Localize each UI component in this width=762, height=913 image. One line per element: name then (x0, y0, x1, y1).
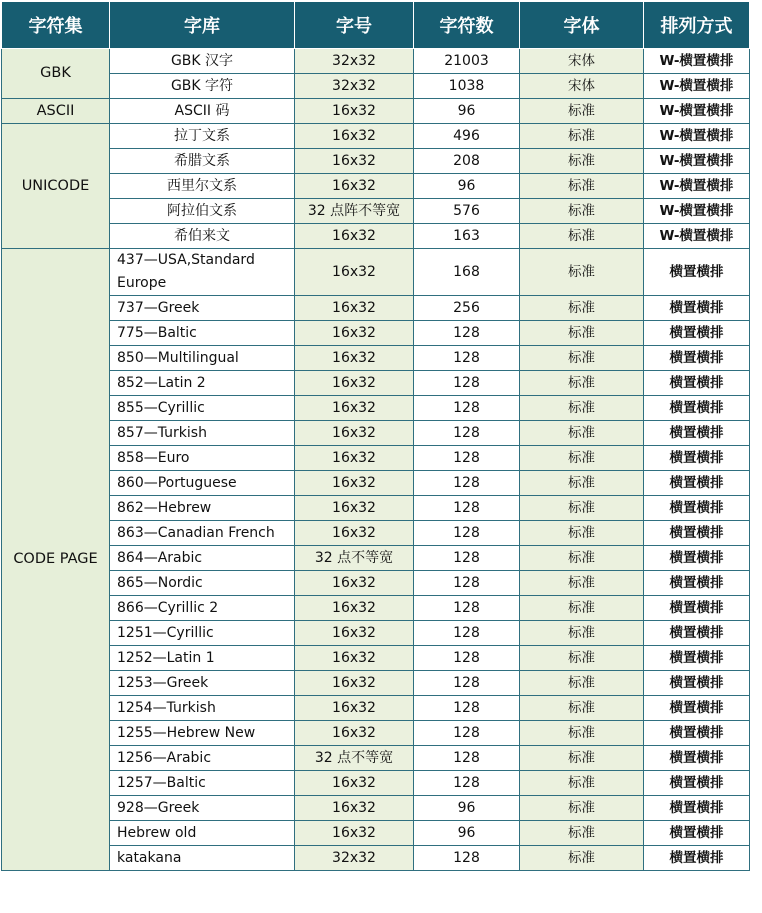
count-cell: 96 (414, 821, 520, 846)
size-cell: 32 点不等宽 (295, 746, 414, 771)
font-cell: 标准 (520, 696, 644, 721)
charset-cell: ASCII (2, 99, 110, 124)
table-row (2, 796, 750, 821)
size-cell: 16x32 (295, 371, 414, 396)
count-cell: 128 (414, 746, 520, 771)
font-cell: 宋体 (520, 74, 644, 99)
library-cell: 1256—Arabic (110, 746, 295, 771)
size-cell: 16x32 (295, 149, 414, 174)
table-row (2, 546, 750, 571)
library-cell: 863—Canadian French (110, 521, 295, 546)
count-cell: 128 (414, 696, 520, 721)
library-cell: 1255—Hebrew New (110, 721, 295, 746)
size-cell: 16x32 (295, 671, 414, 696)
library-cell: 拉丁文系 (110, 124, 295, 149)
font-cell: 标准 (520, 596, 644, 621)
font-cell: 标准 (520, 671, 644, 696)
count-cell: 128 (414, 371, 520, 396)
arrangement-cell: 横置横排 (644, 321, 750, 346)
font-cell: 标准 (520, 721, 644, 746)
size-cell: 16x32 (295, 496, 414, 521)
arrangement-cell: 横置横排 (644, 396, 750, 421)
library-cell: 850—Multilingual (110, 346, 295, 371)
arrangement-cell: 横置横排 (644, 249, 750, 296)
library-cell: 437—USA,Standard Europe (110, 249, 295, 296)
table-row (2, 471, 750, 496)
font-cell: 标准 (520, 471, 644, 496)
count-cell: 168 (414, 249, 520, 296)
arrangement-cell: 横置横排 (644, 296, 750, 321)
count-cell: 496 (414, 124, 520, 149)
table-row (2, 346, 750, 371)
font-cell: 标准 (520, 296, 644, 321)
library-cell: ASCII 码 (110, 99, 295, 124)
arrangement-cell: W-横置横排 (644, 99, 750, 124)
font-cell: 标准 (520, 149, 644, 174)
table-row (2, 746, 750, 771)
library-cell: 1257—Baltic (110, 771, 295, 796)
table-row (2, 396, 750, 421)
table-row (2, 671, 750, 696)
library-cell: 1252—Latin 1 (110, 646, 295, 671)
size-cell: 16x32 (295, 821, 414, 846)
count-cell: 128 (414, 771, 520, 796)
library-cell: 阿拉伯文系 (110, 199, 295, 224)
table-row (2, 721, 750, 746)
size-cell: 16x32 (295, 421, 414, 446)
size-cell: 16x32 (295, 174, 414, 199)
font-cell: 标准 (520, 646, 644, 671)
arrangement-cell: 横置横排 (644, 521, 750, 546)
font-cell: 标准 (520, 99, 644, 124)
arrangement-cell: W-横置横排 (644, 124, 750, 149)
size-cell: 16x32 (295, 321, 414, 346)
arrangement-cell: W-横置横排 (644, 174, 750, 199)
arrangement-cell: 横置横排 (644, 346, 750, 371)
size-cell: 16x32 (295, 396, 414, 421)
arrangement-cell: 横置横排 (644, 421, 750, 446)
count-cell: 128 (414, 471, 520, 496)
arrangement-cell: 横置横排 (644, 621, 750, 646)
font-cell: 标准 (520, 846, 644, 871)
font-library-table (1, 1, 750, 871)
count-cell: 128 (414, 721, 520, 746)
count-cell: 208 (414, 149, 520, 174)
table-row (2, 846, 750, 871)
font-cell: 标准 (520, 124, 644, 149)
font-cell: 标准 (520, 496, 644, 521)
table-row (2, 224, 750, 249)
arrangement-cell: 横置横排 (644, 746, 750, 771)
library-cell: 857—Turkish (110, 421, 295, 446)
table-row (2, 74, 750, 99)
arrangement-cell: 横置横排 (644, 821, 750, 846)
size-cell: 16x32 (295, 124, 414, 149)
arrangement-cell: 横置横排 (644, 771, 750, 796)
font-cell: 标准 (520, 321, 644, 346)
size-cell: 16x32 (295, 621, 414, 646)
count-cell: 256 (414, 296, 520, 321)
library-cell: 西里尔文系 (110, 174, 295, 199)
header-font: 字体 (520, 2, 644, 49)
font-cell: 标准 (520, 199, 644, 224)
count-cell: 128 (414, 396, 520, 421)
library-cell: 855—Cyrillic (110, 396, 295, 421)
size-cell: 16x32 (295, 224, 414, 249)
count-cell: 128 (414, 596, 520, 621)
size-cell: 16x32 (295, 346, 414, 371)
table-row (2, 99, 750, 124)
size-cell: 16x32 (295, 99, 414, 124)
library-cell: 1253—Greek (110, 671, 295, 696)
font-cell: 标准 (520, 746, 644, 771)
library-cell: 858—Euro (110, 446, 295, 471)
count-cell: 128 (414, 671, 520, 696)
table-row (2, 371, 750, 396)
table-row (2, 249, 750, 296)
size-cell: 16x32 (295, 646, 414, 671)
header-library: 字库 (110, 2, 295, 49)
table-row (2, 321, 750, 346)
font-cell: 标准 (520, 371, 644, 396)
arrangement-cell: 横置横排 (644, 796, 750, 821)
library-cell: 852—Latin 2 (110, 371, 295, 396)
table-row (2, 646, 750, 671)
count-cell: 128 (414, 846, 520, 871)
arrangement-cell: 横置横排 (644, 671, 750, 696)
font-cell: 标准 (520, 446, 644, 471)
count-cell: 128 (414, 546, 520, 571)
table-row (2, 696, 750, 721)
font-cell: 标准 (520, 571, 644, 596)
arrangement-cell: 横置横排 (644, 696, 750, 721)
charset-cell: CODE PAGE (2, 249, 110, 871)
size-cell: 16x32 (295, 249, 414, 296)
arrangement-cell: 横置横排 (644, 546, 750, 571)
size-cell: 32x32 (295, 74, 414, 99)
size-cell: 16x32 (295, 521, 414, 546)
size-cell: 16x32 (295, 446, 414, 471)
arrangement-cell: 横置横排 (644, 596, 750, 621)
library-cell: 928—Greek (110, 796, 295, 821)
arrangement-cell: W-横置横排 (644, 224, 750, 249)
count-cell: 128 (414, 496, 520, 521)
count-cell: 96 (414, 99, 520, 124)
table-row (2, 149, 750, 174)
library-cell: Hebrew old (110, 821, 295, 846)
arrangement-cell: 横置横排 (644, 846, 750, 871)
arrangement-cell: W-横置横排 (644, 149, 750, 174)
size-cell: 16x32 (295, 571, 414, 596)
charset-cell: UNICODE (2, 124, 110, 249)
library-cell: 862—Hebrew (110, 496, 295, 521)
table-row (2, 421, 750, 446)
count-cell: 128 (414, 621, 520, 646)
count-cell: 128 (414, 646, 520, 671)
count-cell: 1038 (414, 74, 520, 99)
charset-cell: GBK (2, 49, 110, 99)
header-size: 字号 (295, 2, 414, 49)
table-row (2, 596, 750, 621)
library-cell: 希腊文系 (110, 149, 295, 174)
size-cell: 32 点不等宽 (295, 546, 414, 571)
count-cell: 128 (414, 346, 520, 371)
size-cell: 16x32 (295, 796, 414, 821)
header-charset: 字符集 (2, 2, 110, 49)
table-row (2, 49, 750, 74)
table-row (2, 124, 750, 149)
font-cell: 标准 (520, 621, 644, 646)
table-row (2, 496, 750, 521)
count-cell: 128 (414, 446, 520, 471)
library-cell: GBK 字符 (110, 74, 295, 99)
size-cell: 16x32 (295, 696, 414, 721)
library-cell: 1251—Cyrillic (110, 621, 295, 646)
header-row (2, 2, 750, 49)
table-row (2, 174, 750, 199)
table-row (2, 621, 750, 646)
font-cell: 标准 (520, 249, 644, 296)
size-cell: 32x32 (295, 846, 414, 871)
header-count: 字符数 (414, 2, 520, 49)
library-cell: 希伯来文 (110, 224, 295, 249)
arrangement-cell: 横置横排 (644, 446, 750, 471)
header-arrangement: 排列方式 (644, 2, 750, 49)
font-cell: 标准 (520, 546, 644, 571)
count-cell: 128 (414, 321, 520, 346)
library-cell: 737—Greek (110, 296, 295, 321)
arrangement-cell: W-横置横排 (644, 74, 750, 99)
count-cell: 128 (414, 521, 520, 546)
library-cell: 1254—Turkish (110, 696, 295, 721)
font-cell: 标准 (520, 796, 644, 821)
arrangement-cell: W-横置横排 (644, 49, 750, 74)
font-cell: 标准 (520, 224, 644, 249)
size-cell: 32 点阵不等宽 (295, 199, 414, 224)
count-cell: 128 (414, 421, 520, 446)
table-row (2, 199, 750, 224)
size-cell: 16x32 (295, 721, 414, 746)
arrangement-cell: W-横置横排 (644, 199, 750, 224)
library-cell: katakana (110, 846, 295, 871)
count-cell: 163 (414, 224, 520, 249)
count-cell: 96 (414, 796, 520, 821)
font-cell: 标准 (520, 821, 644, 846)
table-row (2, 821, 750, 846)
arrangement-cell: 横置横排 (644, 721, 750, 746)
table-row (2, 771, 750, 796)
size-cell: 32x32 (295, 49, 414, 74)
library-cell: 864—Arabic (110, 546, 295, 571)
table-body (2, 49, 750, 871)
count-cell: 21003 (414, 49, 520, 74)
table-row (2, 521, 750, 546)
arrangement-cell: 横置横排 (644, 571, 750, 596)
font-cell: 宋体 (520, 49, 644, 74)
count-cell: 96 (414, 174, 520, 199)
library-cell: 865—Nordic (110, 571, 295, 596)
font-cell: 标准 (520, 421, 644, 446)
size-cell: 16x32 (295, 471, 414, 496)
arrangement-cell: 横置横排 (644, 496, 750, 521)
table-row (2, 571, 750, 596)
library-cell: 866—Cyrillic 2 (110, 596, 295, 621)
table-row (2, 296, 750, 321)
library-cell: 860—Portuguese (110, 471, 295, 496)
font-cell: 标准 (520, 396, 644, 421)
arrangement-cell: 横置横排 (644, 371, 750, 396)
count-cell: 128 (414, 571, 520, 596)
size-cell: 16x32 (295, 596, 414, 621)
arrangement-cell: 横置横排 (644, 471, 750, 496)
table-row (2, 446, 750, 471)
count-cell: 576 (414, 199, 520, 224)
library-cell: GBK 汉字 (110, 49, 295, 74)
font-cell: 标准 (520, 346, 644, 371)
library-cell: 775—Baltic (110, 321, 295, 346)
font-cell: 标准 (520, 521, 644, 546)
font-cell: 标准 (520, 771, 644, 796)
font-cell: 标准 (520, 174, 644, 199)
arrangement-cell: 横置横排 (644, 646, 750, 671)
size-cell: 16x32 (295, 296, 414, 321)
size-cell: 16x32 (295, 771, 414, 796)
